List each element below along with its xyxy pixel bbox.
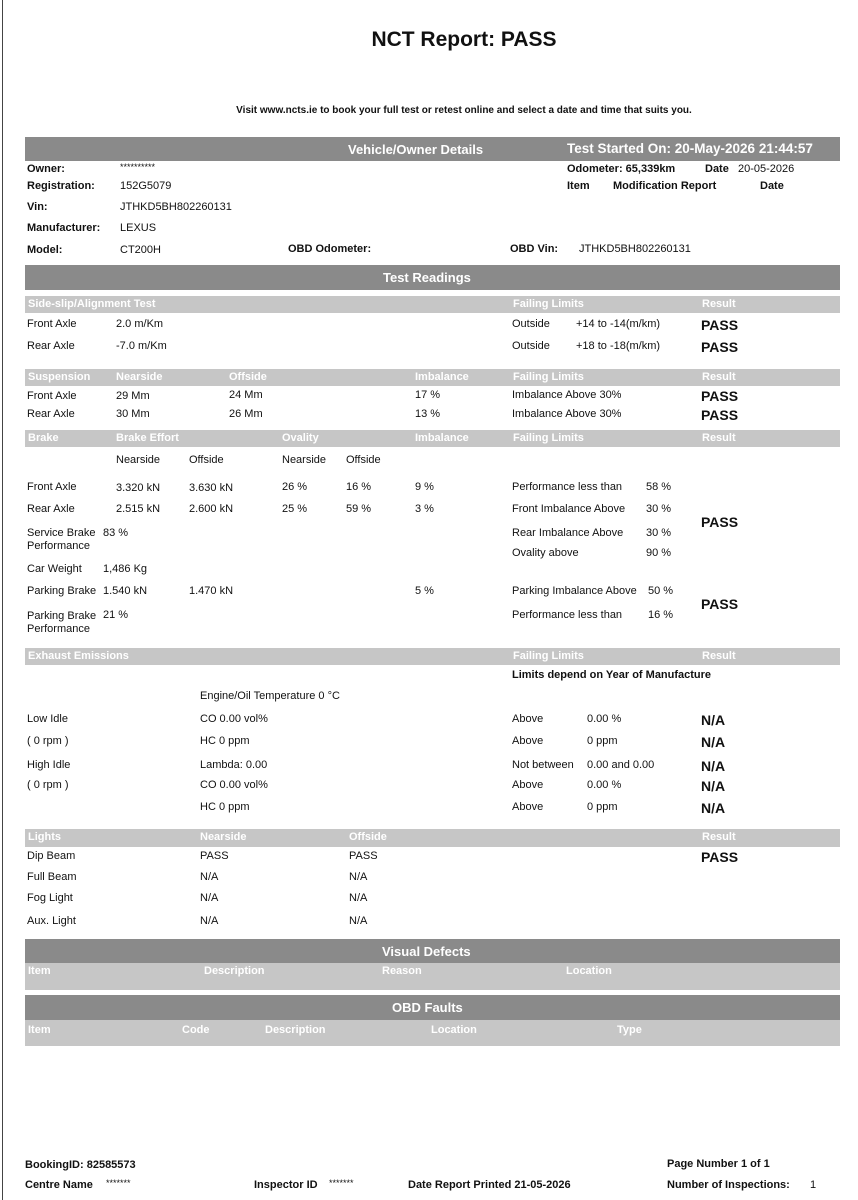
suspension-header: [25, 369, 840, 386]
number-of-inspections-value: 1: [810, 1179, 817, 1191]
suspension-rear-result: PASS: [701, 407, 739, 423]
brake-limit-1-label: Performance less than: [512, 481, 623, 493]
dip-beam-off: PASS: [349, 850, 378, 862]
aux-light-name: Aux. Light: [27, 915, 76, 927]
ovality-offside-subheading: Offside: [346, 454, 381, 466]
sideslip-limits-heading: Failing Limits: [513, 298, 584, 310]
exhaust-result-2: N/A: [701, 734, 726, 750]
lights-result-heading: Result: [702, 831, 736, 843]
test-started: Test Started On: 20-May-2026 21:44:57: [567, 141, 813, 156]
suspension-nearside-heading: Nearside: [116, 371, 163, 383]
obd-vin-label: OBD Vin:: [510, 243, 559, 255]
sideslip-rear-name: Rear Axle: [27, 340, 75, 352]
service-brake-name-2: Performance: [27, 540, 90, 552]
full-beam-off: N/A: [349, 871, 368, 883]
owner-label: Owner:: [27, 163, 65, 175]
brake-header: [25, 430, 840, 447]
visual-defects-description-col: Description: [204, 965, 265, 977]
date-value: 20-05-2026: [738, 163, 795, 175]
brake-imbalance-heading: Imbalance: [415, 432, 469, 444]
brake-result-1: PASS: [701, 514, 739, 530]
brake-front-ovality-off: 16 %: [346, 481, 372, 493]
suspension-rear-near: 30 Mm: [116, 408, 150, 420]
obd-description-col: Description: [265, 1024, 326, 1036]
high-idle-rpm: ( 0 rpm ): [27, 779, 69, 791]
test-readings-title: Test Readings: [383, 270, 471, 285]
brake-limits-heading: Failing Limits: [513, 432, 584, 444]
car-weight-label: Car Weight: [27, 563, 82, 575]
brake-front-near: 3.320 kN: [116, 482, 161, 494]
registration-label: Registration:: [27, 180, 95, 192]
inspector-id-value: *******: [329, 1178, 354, 1188]
obd-faults-title: OBD Faults: [392, 1000, 463, 1015]
exhaust-dir-3: Not between: [512, 759, 574, 771]
visual-defects-location-col: Location: [566, 965, 612, 977]
parking-brake-imb: 5 %: [415, 585, 434, 597]
brake-rear-imb: 3 %: [415, 503, 434, 515]
brake-rear-near: 2.515 kN: [116, 503, 161, 515]
exhaust-limit-3: 0.00 and 0.00: [587, 759, 655, 771]
obd-code-col: Code: [182, 1024, 210, 1036]
brake-limit-2-value: 30 %: [646, 503, 672, 515]
parking-perf-value: 21 %: [103, 609, 129, 621]
service-brake-value: 83 %: [103, 527, 129, 539]
model-label: Model:: [27, 244, 63, 256]
exhaust-reading-2: HC 0 ppm: [200, 735, 250, 747]
brake-rear-ovality-near: 25 %: [282, 503, 308, 515]
exhaust-result-heading: Result: [702, 650, 736, 662]
sideslip-rear-limit: +18 to -18(m/km): [576, 340, 661, 352]
brake-rear-name: Rear Axle: [27, 503, 75, 515]
owner-value: **********: [120, 162, 156, 172]
brake-front-name: Front Axle: [27, 481, 77, 493]
brake-result-2: PASS: [701, 596, 739, 612]
fog-light-off: N/A: [349, 892, 368, 904]
suspension-rear-limit: Imbalance Above 30%: [512, 408, 622, 420]
suspension-front-result: PASS: [701, 388, 739, 404]
exhaust-dir-5: Above: [512, 801, 544, 813]
brake-front-off: 3.630 kN: [189, 482, 234, 494]
exhaust-dir-4: Above: [512, 779, 544, 791]
visual-defects-header: [25, 939, 840, 963]
obd-location-col: Location: [431, 1024, 477, 1036]
parking-brake-name: Parking Brake: [27, 585, 97, 597]
sideslip-front-result: PASS: [701, 317, 739, 333]
suspension-front-imb: 17 %: [415, 389, 441, 401]
brake-offside-subheading: Offside: [189, 454, 224, 466]
obd-item-col: Item: [28, 1024, 51, 1036]
sideslip-result-heading: Result: [702, 298, 736, 310]
suspension-front-limit: Imbalance Above 30%: [512, 389, 622, 401]
booking-notice: Visit www.ncts.ie to book your full test or retest online and select a date and time that suits you.: [236, 105, 692, 116]
registration-value: 152G5079: [120, 180, 172, 192]
engine-oil-temperature: Engine/Oil Temperature 0 °C: [200, 690, 340, 702]
exhaust-reading-5: HC 0 ppm: [200, 801, 250, 813]
manufacturer-value: LEXUS: [120, 222, 157, 234]
modification-label: Modification Report: [613, 180, 717, 192]
brake-effort-heading: Brake Effort: [116, 432, 179, 444]
visual-defects-columns: [25, 963, 840, 990]
brake-front-imb: 9 %: [415, 481, 434, 493]
brake-rear-off: 2.600 kN: [189, 503, 234, 515]
suspension-limits-heading: Failing Limits: [513, 371, 584, 383]
booking-id: BookingID: 82585573: [25, 1159, 136, 1171]
low-idle-label: Low Idle: [27, 713, 68, 725]
brake-result-heading: Result: [702, 432, 736, 444]
brake-limit-2-label: Front Imbalance Above: [512, 503, 626, 515]
suspension-title: Suspension: [28, 371, 91, 383]
date-report-printed: Date Report Printed 21-05-2026: [408, 1179, 571, 1191]
page-number: Page Number 1 of 1: [667, 1158, 770, 1170]
full-beam-near: N/A: [200, 871, 219, 883]
brake-limit-5-label: Parking Imbalance Above: [512, 585, 637, 597]
dip-beam-result: PASS: [701, 849, 739, 865]
exhaust-dir-1: Above: [512, 713, 544, 725]
brake-limit-5-value: 50 %: [648, 585, 674, 597]
brake-front-ovality-near: 26 %: [282, 481, 308, 493]
brake-title: Brake: [28, 432, 59, 444]
sideslip-front-name: Front Axle: [27, 318, 77, 330]
suspension-front-name: Front Axle: [27, 390, 77, 402]
vin-label: Vin:: [27, 201, 48, 213]
visual-defects-item-col: Item: [28, 965, 51, 977]
vin-value: JTHKD5BH802260131: [120, 201, 232, 213]
sideslip-rear-result: PASS: [701, 339, 739, 355]
suspension-imbalance-heading: Imbalance: [415, 371, 469, 383]
exhaust-limit-1: 0.00 %: [587, 713, 622, 725]
exhaust-limit-4: 0.00 %: [587, 779, 622, 791]
fog-light-near: N/A: [200, 892, 219, 904]
test-readings-header: [25, 265, 840, 290]
suspension-offside-heading: Offside: [229, 371, 267, 383]
number-of-inspections-label: Number of Inspections:: [667, 1179, 790, 1191]
exhaust-reading-3: Lambda: 0.00: [200, 759, 268, 771]
exhaust-result-4: N/A: [701, 778, 726, 794]
suspension-rear-name: Rear Axle: [27, 408, 75, 420]
aux-light-near: N/A: [200, 915, 219, 927]
ovality-nearside-subheading: Nearside: [282, 454, 327, 466]
centre-name-label: Centre Name: [25, 1179, 93, 1191]
obd-type-col: Type: [617, 1024, 642, 1036]
exhaust-result-1: N/A: [701, 712, 726, 728]
exhaust-limits-heading: Failing Limits: [513, 650, 584, 662]
parking-perf-name-1: Parking Brake: [27, 610, 97, 622]
exhaust-reading-1: CO 0.00 vol%: [200, 713, 268, 725]
sideslip-front-limit: +14 to -14(m/km): [576, 318, 661, 330]
report-title: NCT Report: PASS: [371, 28, 557, 51]
low-idle-rpm: ( 0 rpm ): [27, 735, 69, 747]
suspension-rear-imb: 13 %: [415, 408, 441, 420]
lights-header: [25, 829, 840, 847]
exhaust-result-3: N/A: [701, 758, 726, 774]
suspension-rear-off: 26 Mm: [229, 408, 263, 420]
parking-brake-near: 1.540 kN: [103, 585, 148, 597]
sideslip-title: Side-slip/Alignment Test: [28, 298, 156, 310]
centre-name-value: *******: [106, 1178, 131, 1188]
brake-nearside-subheading: Nearside: [116, 454, 161, 466]
brake-limit-6-label: Performance less than: [512, 609, 623, 621]
exhaust-reading-4: CO 0.00 vol%: [200, 779, 268, 791]
suspension-result-heading: Result: [702, 371, 736, 383]
suspension-front-near: 29 Mm: [116, 390, 150, 402]
service-brake-name-1: Service Brake: [27, 527, 96, 539]
exhaust-dir-2: Above: [512, 735, 544, 747]
high-idle-label: High Idle: [27, 759, 71, 771]
full-beam-name: Full Beam: [27, 871, 77, 883]
model-value: CT200H: [120, 244, 161, 256]
sideslip-header: [25, 296, 840, 313]
suspension-front-off: 24 Mm: [229, 389, 263, 401]
modification-date-label: Date: [760, 180, 784, 192]
brake-limit-3-label: Rear Imbalance Above: [512, 527, 624, 539]
parking-brake-off: 1.470 kN: [189, 585, 234, 597]
aux-light-off: N/A: [349, 915, 368, 927]
obd-odometer-label: OBD Odometer:: [288, 243, 372, 255]
date-label: Date: [705, 163, 729, 175]
visual-defects-reason-col: Reason: [382, 965, 422, 977]
page-edge-line: [2, 0, 3, 1200]
exhaust-result-5: N/A: [701, 800, 726, 816]
brake-limit-3-value: 30 %: [646, 527, 672, 539]
obd-vin-value: JTHKD5BH802260131: [579, 243, 691, 255]
brake-limit-1-value: 58 %: [646, 481, 672, 493]
odometer: Odometer: 65,339km: [567, 163, 676, 175]
brake-rear-ovality-off: 59 %: [346, 503, 372, 515]
exhaust-title: Exhaust Emissions: [28, 650, 129, 662]
dip-beam-near: PASS: [200, 850, 229, 862]
exhaust-limit-5: 0 ppm: [587, 801, 618, 813]
lights-offside-heading: Offside: [349, 831, 387, 843]
vehicle-owner-title: Vehicle/Owner Details: [348, 142, 484, 157]
fog-light-name: Fog Light: [27, 892, 73, 904]
lights-nearside-heading: Nearside: [200, 831, 247, 843]
sideslip-front-dir: Outside: [512, 318, 550, 330]
parking-perf-name-2: Performance: [27, 623, 90, 635]
visual-defects-title: Visual Defects: [382, 944, 471, 959]
brake-limit-4-label: Ovality above: [512, 547, 579, 559]
inspector-id-label: Inspector ID: [254, 1179, 318, 1191]
brake-limit-4-value: 90 %: [646, 547, 672, 559]
sideslip-rear-value: -7.0 m/Km: [116, 340, 167, 352]
brake-ovality-heading: Ovality: [282, 432, 319, 444]
manufacturer-label: Manufacturer:: [27, 222, 101, 234]
sideslip-front-value: 2.0 m/Km: [116, 318, 164, 330]
brake-limit-6-value: 16 %: [648, 609, 674, 621]
sideslip-rear-dir: Outside: [512, 340, 550, 352]
exhaust-header: [25, 648, 840, 665]
exhaust-limit-2: 0 ppm: [587, 735, 618, 747]
obd-faults-columns: [25, 1020, 840, 1046]
vehicle-owner-header: [25, 137, 840, 161]
dip-beam-name: Dip Beam: [27, 850, 76, 862]
item-label: Item: [567, 180, 590, 192]
obd-faults-header: [25, 995, 840, 1020]
lights-title: Lights: [28, 831, 61, 843]
exhaust-limits-note: Limits depend on Year of Manufacture: [512, 669, 712, 681]
car-weight-value: 1,486 Kg: [103, 563, 148, 575]
